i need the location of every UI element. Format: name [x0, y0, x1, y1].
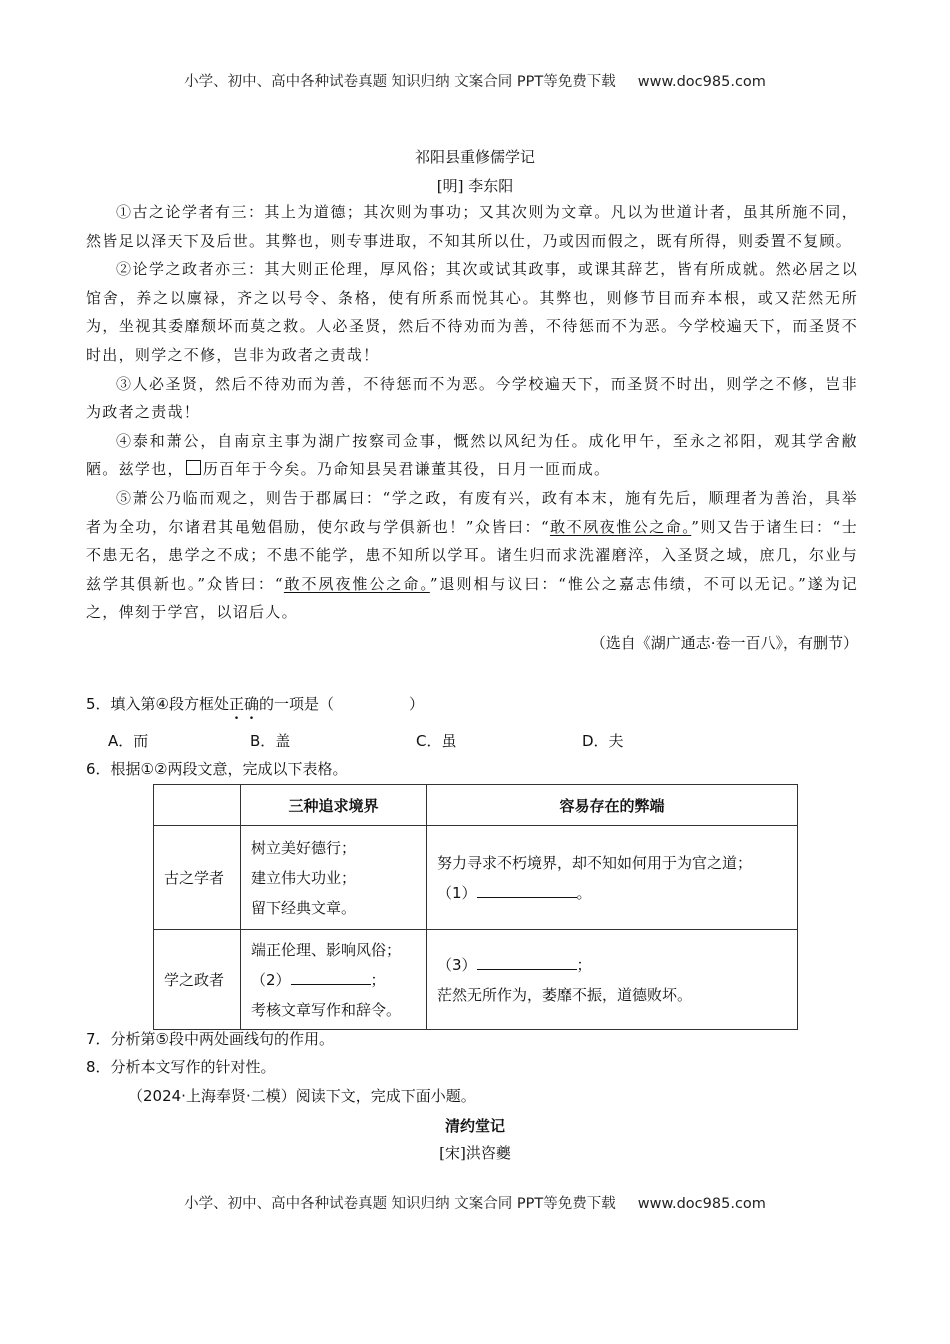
article-body: [86, 198, 858, 657]
question-6: 6．根据①②两段文意，完成以下表格。: [86, 760, 348, 778]
scholars-drawbacks: 努力寻求不朽境界，却不知如何用于为官之道； （1） 。: [427, 826, 798, 930]
option-d[interactable]: D．夫: [582, 732, 624, 750]
officials-drawbacks: （3） ； 茫然无所作为，萎靡不振，道德败坏。: [427, 930, 798, 1030]
source-note: （选自《湖广通志·卷一百八》，有删节）: [590, 633, 858, 652]
next-passage-intro: （2024·上海奉贤·二模）阅读下文，完成下面小题。: [128, 1087, 476, 1105]
question-7: 7．分析第⑤段中两处画线句的作用。: [86, 1030, 334, 1048]
page-footer: [0, 1192, 950, 1213]
table-header-pursuit: 三种追求境界: [241, 785, 427, 826]
blank-box: [186, 460, 201, 475]
row-label-officials: 学之政者: [154, 930, 241, 1030]
question-5: 5．填入第④段方框处正确的一项是（ ）: [86, 695, 425, 713]
answer-table: [153, 784, 798, 1030]
question-8: 8．分析本文写作的针对性。: [86, 1058, 276, 1076]
underlined-sentence-2: 敢不夙夜惟公之命。: [283, 574, 430, 593]
table-header-drawback: 容易存在的弊端: [427, 785, 798, 826]
answer-blank-3[interactable]: [477, 955, 577, 970]
table-row: [154, 826, 798, 930]
next-passage-title: 清约堂记: [444, 1117, 505, 1135]
paragraph-1: ①古之论学者有三：其上为道德；其次则为事功；又其次则为文章。凡以为世道计者，虽其所施不同，然皆足以泽天下及后世。其弊也，则专事进取，不知其所以仕，乃或因而假之，既有所得，则委置不复顾。: [86, 203, 858, 250]
paragraph-4: ④泰和萧公，自南京主事为湖广按察司佥事，慨然以风纪为任。成化甲午，至永之祁阳，观其学舍敝陋。兹学也， 历百年于今矣。乃命知县吴君谦董其役，日月一匝而成。: [86, 431, 858, 479]
paragraph-3: ③人必圣贤，然后不待劝而为善，不待惩而不为恶。今学校遍天下，而圣贤不时出，则学之不修，岂非为政者之责哉！: [86, 374, 858, 422]
paragraph-5: ⑤萧公乃临而观之，则告于郡属曰：“学之政，有废有兴，政有本末，施有先后，顺理者为善治，具举者为全功，尔诸君其黾勉倡励，使尔政与学俱新也！”众皆曰：“敢不夙夜惟公之命。”则又告于诸生曰：“士不患无名，患学之不成；不患不能学，患不知所以学耳。诸生归而求洗濯磨淬，入圣贤之域，庶几，尔业与兹学其俱新也。”众皆曰：“敢不夙夜惟公之命。”退则相与议曰：“惟公之嘉志伟绩，不可以无记。”遂为记之，俾刻于学宫，以诏后人。: [86, 488, 859, 622]
option-b[interactable]: B．盖: [250, 732, 291, 750]
header-text: 小学、初中、高中各种试卷真题 知识归纳 文案合同 PPT等免费下载: [184, 74, 616, 90]
header-url[interactable]: www.doc985.com: [637, 74, 766, 90]
table-row: [154, 930, 798, 1030]
scholars-pursuits: 树立美好德行； 建立伟大功业； 留下经典文章。: [241, 826, 427, 930]
footer-text: 小学、初中、高中各种试卷真题 知识归纳 文案合同 PPT等免费下载: [184, 1196, 616, 1212]
page-header: [0, 70, 950, 91]
option-a[interactable]: A．而: [108, 732, 149, 750]
officials-pursuits: 端正伦理、影响风俗； （2） ； 考核文章写作和辞令。: [241, 930, 427, 1030]
table-header-row: [154, 785, 798, 826]
paragraph-2: ②论学之政者亦三：其大则正伦理，厚风俗；其次或试其政事，或课其辞艺，皆有所成就。然必居之以馆舍，养之以廪禄，齐之以号令、条格，使有所系而悦其心。其弊也，则修节目而弃本根，或又茫然无所为，坐视其委靡颓坏而莫之救。人必圣贤，然后不待劝而为善，不待惩而不为恶。今学校遍天下，而圣贤不时出，则学之不修，岂非为政者之责哉！: [86, 260, 858, 364]
row-label-scholars: 古之学者: [154, 826, 241, 930]
option-c[interactable]: C．虽: [416, 732, 457, 750]
footer-url[interactable]: www.doc985.com: [637, 1196, 766, 1212]
answer-blank-2[interactable]: [291, 970, 371, 985]
underlined-sentence-1: 敢不夙夜惟公之命。: [549, 517, 692, 536]
article-author: [明] 李东阳: [436, 177, 514, 195]
article-title: 祁阳县重修儒学记: [414, 148, 535, 166]
answer-blank-1[interactable]: [477, 883, 577, 898]
table-header-empty: [154, 785, 241, 826]
next-passage-author: [宋]洪咨夔: [439, 1144, 511, 1162]
